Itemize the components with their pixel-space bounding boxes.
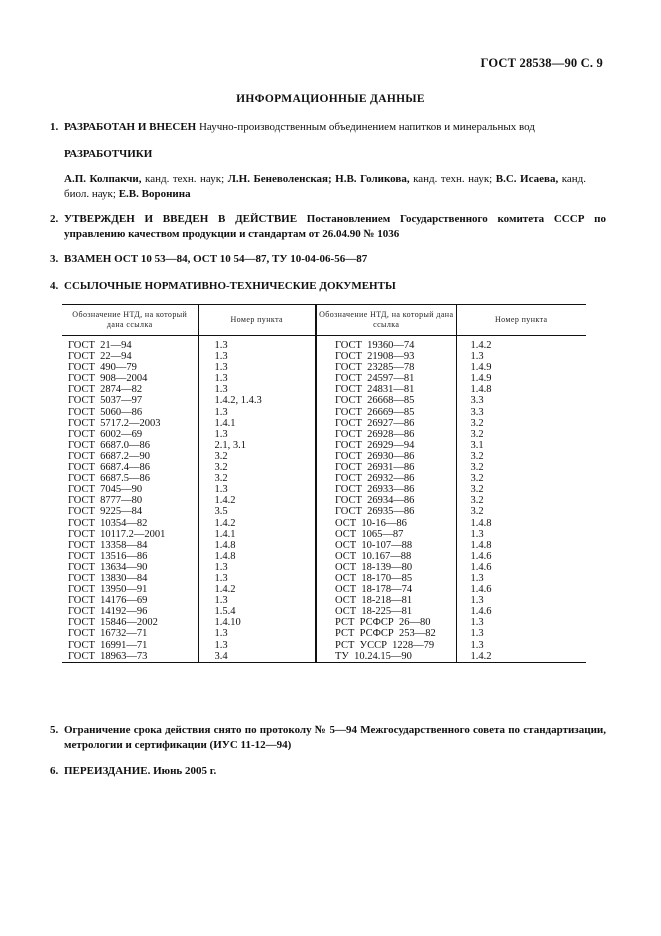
clause-number: 3.2 bbox=[470, 450, 484, 462]
ntd-designation: ГОСТ 13830—84 bbox=[68, 572, 148, 584]
clause-number: 1.3 bbox=[214, 351, 228, 363]
ntd-designation: ГОСТ 6687.2—90 bbox=[68, 450, 151, 462]
ntd-designation: ГОСТ 10117.2—2001 bbox=[68, 528, 166, 540]
clause-number: 3.2 bbox=[214, 450, 228, 462]
developer-degree: канд. техн. наук; bbox=[141, 173, 228, 185]
ntd-designation: ГОСТ 490—79 bbox=[68, 362, 137, 374]
ntd-designation: ГОСТ 13950—91 bbox=[68, 584, 148, 596]
clause-number: 1.4.2 bbox=[214, 584, 236, 596]
clause-number: 1.3 bbox=[214, 406, 228, 418]
ntd-designation: ГОСТ 13516—86 bbox=[68, 550, 148, 562]
clause-number: 3.2 bbox=[470, 417, 484, 429]
ntd-designation: ОСТ 18-178—74 bbox=[335, 584, 413, 596]
clause-number: 3.2 bbox=[470, 506, 484, 518]
clause-number: 1.5.4 bbox=[214, 606, 236, 618]
ntd-designation: ГОСТ 26927—86 bbox=[335, 417, 415, 429]
section-text: Постановлением Государственного комитета СССР по управлению качеством продукции и стандартам от 26.04.90 № 1036 bbox=[64, 213, 606, 240]
section-text: ПЕРЕИЗДАНИЕ. Июнь 2005 г. bbox=[64, 765, 217, 777]
clause-number: 3.4 bbox=[214, 650, 228, 662]
clause-number: 2.1, 3.1 bbox=[214, 439, 246, 451]
developer-name: Е.В. Воронина bbox=[118, 188, 191, 200]
clause-number: 1.3 bbox=[470, 639, 484, 651]
ntd-designation: ГОСТ 26935—86 bbox=[335, 506, 415, 518]
clause-number: 1.4.9 bbox=[470, 362, 492, 374]
ntd-designation: ГОСТ 26934—86 bbox=[335, 495, 415, 507]
developer-name: В.С. Исаева, bbox=[495, 173, 559, 185]
ntd-designation: ГОСТ 26932—86 bbox=[335, 473, 415, 485]
developers-list bbox=[64, 172, 586, 202]
ntd-designation: ОСТ 10-107—88 bbox=[335, 539, 413, 551]
ntd-designation: ГОСТ 26669—85 bbox=[335, 406, 415, 418]
section-number: 5. bbox=[50, 724, 59, 736]
ntd-designation: ГОСТ 14192—96 bbox=[68, 606, 148, 618]
ntd-designation: ОСТ 10.167—88 bbox=[335, 550, 412, 562]
section-label: РАЗРАБОТАН И ВНЕСЕН bbox=[64, 121, 197, 133]
ntd-designation: ГОСТ 6687.4—86 bbox=[68, 462, 151, 474]
clause-number: 3.2 bbox=[214, 462, 228, 474]
ntd-designation: ГОСТ 21—94 bbox=[68, 340, 132, 351]
clause-number: 3.2 bbox=[214, 473, 228, 485]
clause-number: 1.3 bbox=[214, 595, 228, 607]
section-approved bbox=[50, 212, 606, 242]
clause-number: 1.4.2, 1.4.3 bbox=[214, 395, 262, 407]
developers-label: РАЗРАБОТЧИКИ bbox=[64, 148, 153, 160]
clause-number: 1.4.6 bbox=[470, 606, 492, 618]
clause-number: 1.4.6 bbox=[470, 561, 492, 573]
ntd-designation: ГОСТ 6687.0—86 bbox=[68, 439, 151, 451]
section-validity bbox=[50, 723, 606, 753]
clause-number: 1.4.2 bbox=[214, 517, 236, 529]
clause-number: 3.5 bbox=[214, 506, 228, 518]
clause-number: 3.2 bbox=[470, 473, 484, 485]
clause-number: 3.2 bbox=[470, 462, 484, 474]
clause-number: 1.4.8 bbox=[470, 384, 492, 396]
section-label: УТВЕРЖДЕН И ВВЕДЕН В ДЕЙСТВИЕ bbox=[64, 213, 298, 225]
clause-number: 1.4.6 bbox=[470, 584, 492, 596]
clause-number: 1.3 bbox=[470, 572, 484, 584]
clause-number: 1.4.8 bbox=[214, 550, 236, 562]
ntd-designation: ОСТ 1065—87 bbox=[335, 528, 404, 540]
section-text: Научно-производственным объединением напитков и минеральных вод bbox=[196, 121, 535, 133]
clause-number: 1.3 bbox=[470, 595, 484, 607]
section-number: 2. bbox=[50, 213, 59, 225]
clause-number: 1.3 bbox=[214, 639, 228, 651]
ntd-designation: ГОСТ 26930—86 bbox=[335, 450, 415, 462]
ntd-designation: ГОСТ 24831—81 bbox=[335, 384, 415, 396]
ntd-designation: РСТ РСФСР 26—80 bbox=[335, 617, 431, 629]
clause-number: 1.3 bbox=[214, 362, 228, 374]
ntd-designation: ГОСТ 9225—84 bbox=[68, 506, 143, 518]
clause-number: 1.3 bbox=[470, 528, 484, 540]
ntd-designation: ОСТ 10-16—86 bbox=[335, 517, 407, 529]
right-codes-column bbox=[316, 336, 456, 663]
document-title: ИНФОРМАЦИОННЫЕ ДАННЫЕ bbox=[236, 93, 425, 105]
ntd-designation: ГОСТ 5060—86 bbox=[68, 406, 143, 418]
ntd-designation: ОСТ 18-139—80 bbox=[335, 561, 413, 573]
ntd-designation: ГОСТ 5717.2—2003 bbox=[68, 417, 161, 429]
ntd-designation: ГОСТ 23285—78 bbox=[335, 362, 415, 374]
section-number: 1. bbox=[50, 121, 59, 133]
ntd-designation: ГОСТ 10354—82 bbox=[68, 517, 148, 529]
clause-number: 1.4.10 bbox=[214, 617, 241, 629]
clause-number: 3.1 bbox=[470, 439, 484, 451]
references-table bbox=[62, 304, 586, 663]
ntd-designation: ГОСТ 13634—90 bbox=[68, 561, 148, 573]
clause-number: 1.4.6 bbox=[470, 550, 492, 562]
developer-degree: канд. техн. наук; bbox=[409, 173, 496, 185]
ntd-designation: ГОСТ 18963—73 bbox=[68, 650, 148, 662]
section-replaces bbox=[50, 252, 606, 267]
clause-number: 3.3 bbox=[470, 406, 484, 418]
clause-number: 1.4.8 bbox=[470, 539, 492, 551]
section-developed bbox=[50, 120, 606, 135]
ntd-designation: ГОСТ 14176—69 bbox=[68, 595, 148, 607]
ntd-designation: ГОСТ 908—2004 bbox=[68, 373, 148, 385]
section-number: 4. bbox=[50, 280, 59, 292]
clause-number: 1.3 bbox=[214, 428, 228, 440]
clause-number: 3.2 bbox=[470, 495, 484, 507]
developer-name: Н.В. Голикова, bbox=[335, 173, 410, 185]
column-header-item: Номер пункта bbox=[456, 305, 586, 336]
clause-number: 1.3 bbox=[214, 561, 228, 573]
developer-name: А.П. Колпакчи, bbox=[64, 173, 142, 185]
clause-number: 1.4.2 bbox=[470, 650, 492, 662]
developer-degree: канд. биол. наук; bbox=[64, 173, 587, 200]
clause-number: 1.3 bbox=[214, 628, 228, 640]
section-text: ССЫЛОЧНЫЕ НОРМАТИВНО-ТЕХНИЧЕСКИЕ ДОКУМЕНТЫ bbox=[64, 280, 396, 292]
ntd-designation: ГОСТ 15846—2002 bbox=[68, 617, 158, 629]
ntd-designation: ОСТ 18-225—81 bbox=[335, 606, 413, 618]
clause-number: 1.4.8 bbox=[214, 539, 236, 551]
clause-number: 1.4.1 bbox=[214, 417, 236, 429]
clause-number: 1.3 bbox=[470, 628, 484, 640]
ntd-designation: ОСТ 18-170—85 bbox=[335, 572, 413, 584]
ntd-designation: ГОСТ 7045—90 bbox=[68, 484, 143, 496]
clause-number: 1.4.2 bbox=[214, 495, 236, 507]
column-header-code: Обозначение НТД, на который дана ссылка bbox=[316, 305, 456, 336]
left-items-column bbox=[198, 336, 316, 663]
ntd-designation: РСТ РСФСР 253—82 bbox=[335, 628, 436, 640]
clause-number: 1.3 bbox=[470, 351, 484, 363]
section-reissue bbox=[50, 764, 606, 779]
clause-number: 1.3 bbox=[214, 572, 228, 584]
ntd-designation: ГОСТ 16991—71 bbox=[68, 639, 148, 651]
ntd-designation: ГОСТ 26668—85 bbox=[335, 395, 415, 407]
clause-number: 3.2 bbox=[470, 484, 484, 496]
ntd-designation: ГОСТ 8777—80 bbox=[68, 495, 143, 507]
column-header-code: Обозначение НТД, на который дана ссылка bbox=[62, 305, 198, 336]
right-items-column bbox=[456, 336, 586, 663]
clause-number: 1.3 bbox=[470, 617, 484, 629]
clause-number: 3.2 bbox=[470, 428, 484, 440]
ntd-designation: ТУ 10.24.15—90 bbox=[335, 650, 412, 662]
page-header: ГОСТ 28538—90 С. 9 bbox=[480, 56, 603, 70]
section-references bbox=[50, 279, 606, 294]
clause-number: 1.4.1 bbox=[214, 528, 236, 540]
clause-number: 1.3 bbox=[214, 484, 228, 496]
clause-number: 1.4.2 bbox=[470, 340, 492, 351]
section-text: Ограничение срока действия снято по протоколу № 5—94 Межгосударственного совета по стандартизации, метрологии и сертификации (ИУС 11-12—94) bbox=[64, 724, 606, 751]
clause-number: 1.4.9 bbox=[470, 373, 492, 385]
ntd-designation: ГОСТ 26928—86 bbox=[335, 428, 415, 440]
clause-number: 1.3 bbox=[214, 384, 228, 396]
ntd-designation: ГОСТ 24597—81 bbox=[335, 373, 415, 385]
ntd-designation: ГОСТ 19360—74 bbox=[335, 340, 415, 351]
clause-number: 1.3 bbox=[214, 373, 228, 385]
ntd-designation: ГОСТ 21908—93 bbox=[335, 351, 415, 363]
ntd-designation: ГОСТ 6687.5—86 bbox=[68, 473, 151, 485]
section-number: 6. bbox=[50, 765, 59, 777]
left-codes-column bbox=[62, 336, 198, 663]
ntd-designation: ГОСТ 16732—71 bbox=[68, 628, 148, 640]
ntd-designation: ГОСТ 26933—86 bbox=[335, 484, 415, 496]
developer-name: Л.Н. Беневоленская; bbox=[227, 173, 332, 185]
ntd-designation: ОСТ 18-218—81 bbox=[335, 595, 413, 607]
ntd-designation: ГОСТ 26929—94 bbox=[335, 439, 415, 451]
ntd-designation: ГОСТ 2874—82 bbox=[68, 384, 143, 396]
ntd-designation: РСТ УССР 1228—79 bbox=[335, 639, 435, 651]
ntd-designation: ГОСТ 26931—86 bbox=[335, 462, 415, 474]
ntd-designation: ГОСТ 13358—84 bbox=[68, 539, 148, 551]
section-number: 3. bbox=[50, 253, 59, 265]
clause-number: 3.3 bbox=[470, 395, 484, 407]
ntd-designation: ГОСТ 6002—69 bbox=[68, 428, 143, 440]
ntd-designation: ГОСТ 5037—97 bbox=[68, 395, 143, 407]
clause-number: 1.4.8 bbox=[470, 517, 492, 529]
column-header-item: Номер пункта bbox=[198, 305, 316, 336]
ntd-designation: ГОСТ 22—94 bbox=[68, 351, 132, 363]
clause-number: 1.3 bbox=[214, 340, 228, 351]
section-text: ВЗАМЕН ОСТ 10 53—84, ОСТ 10 54—87, ТУ 10-04-06-56—87 bbox=[64, 253, 368, 265]
